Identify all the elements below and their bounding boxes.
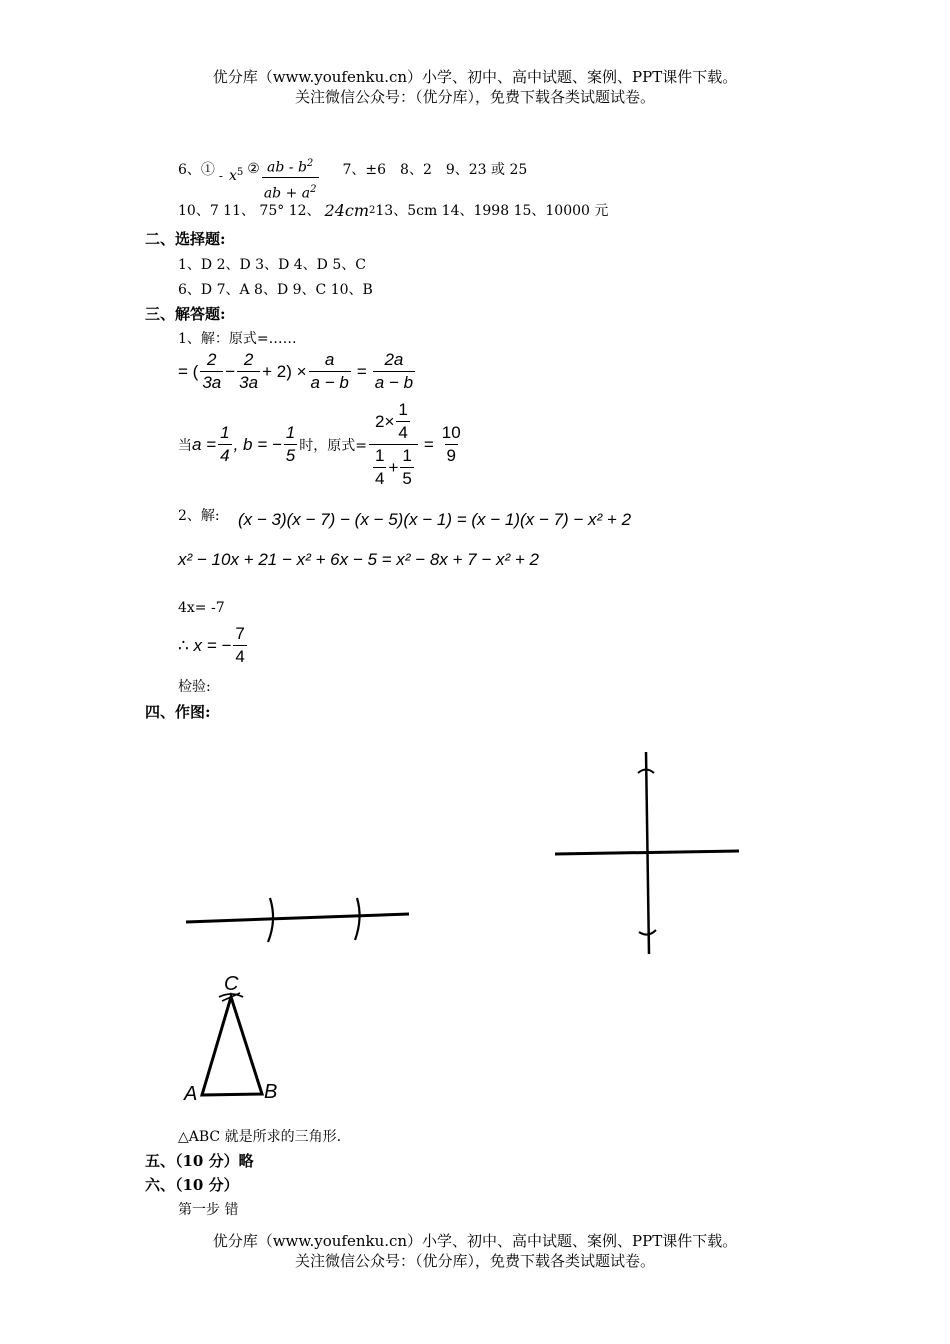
p1-when: 当 [178, 437, 192, 454]
problem-2-check: 检验: [178, 679, 211, 695]
vertical-line [646, 752, 649, 954]
p2-res-num: 7 [235, 624, 245, 643]
q6-fraction-num: ab - b [267, 159, 307, 176]
q10-12: 10、7 11、 75° 12、 [178, 203, 321, 219]
label-c: C [224, 973, 239, 995]
p1-res-eq: = [423, 434, 434, 454]
section-6-title: 六、（10 分） [145, 1176, 239, 1194]
label-a: A [184, 1083, 198, 1105]
q6-sign: - [218, 168, 223, 183]
p1-b-eq: , b = − [233, 434, 282, 454]
p1-a-eq: a = [192, 434, 217, 454]
p1-big-num-fden: 4 [398, 423, 408, 442]
p1-frac-1-den: 3a [202, 373, 222, 392]
p1-b-den: 5 [285, 446, 296, 465]
p1-frac-3-num: a [324, 350, 335, 369]
q6-base: x [228, 167, 237, 184]
p1-minus: − [225, 361, 236, 381]
segment-line [186, 914, 409, 922]
p1-big-num-fnum: 1 [398, 400, 408, 419]
p1-frac-3-den: a − b [310, 373, 349, 392]
q13-15: 13、5cm 14、1998 15、10000 元 [375, 203, 609, 219]
p1-frac-2-num: 2 [243, 350, 254, 369]
p1-eq: = [356, 361, 367, 381]
triangle-abc [202, 993, 262, 1095]
q6-fraction-den: ab + a [263, 185, 311, 202]
p1-frac-4-den: a − b [374, 373, 414, 392]
q12-exp: 2 [369, 204, 376, 216]
section-2-row-2: 6、D 7、A 8、D 9、C 10、B [178, 282, 373, 298]
p1-eq-open: = ( [178, 361, 199, 381]
p1-frac-4-num: 2a [384, 350, 404, 369]
p1-big-den-f1den: 4 [374, 469, 385, 488]
problem-1-intro: 1、解：原式=…… [178, 331, 297, 347]
section-2-title: 二、选择题: [145, 230, 226, 248]
arc-mark-2 [355, 898, 360, 940]
section-5-title: 五、（10 分）略 [145, 1152, 254, 1170]
p1-a-num: 1 [220, 423, 230, 442]
section-2-row-1: 1、D 2、D 3、D 4、D 5、C [178, 257, 366, 273]
p1-b-num: 1 [285, 423, 296, 442]
problem-2-intro: 2、解: [178, 508, 220, 524]
p1-big-num-a: 2× [374, 411, 395, 431]
footer-line-1: 优分库（www.youfenku.cn）小学、初中、高中试题、案例、PPT课件下载。 [212, 1232, 738, 1250]
p1-big-den-f2num: 1 [402, 446, 412, 465]
construction-conclusion: △ABC 就是所求的三角形. [178, 1129, 342, 1145]
p2-res-den: 4 [235, 647, 245, 666]
header-line-1: 优分库（www.youfenku.cn）小学、初中、高中试题、案例、PPT课件下载。 [212, 68, 738, 86]
header-line-2: 关注微信公众号：（优分库），免费下载各类试题试卷。 [294, 88, 655, 106]
footer-line-2: 关注微信公众号：（优分库），免费下载各类试题试卷。 [294, 1252, 655, 1270]
q7-9: 7、±6 8、2 9、23 或 25 [342, 161, 528, 178]
p1-a-den: 4 [220, 446, 230, 465]
segment-with-arcs [186, 898, 409, 942]
p2-therefore: ∴ x = − [178, 635, 232, 655]
p1-big-den-f1num: 1 [374, 446, 385, 465]
p1-frac-1-num: 2 [207, 350, 217, 369]
problem-2-eq-1: (x − 3)(x − 7) − (x − 5)(x − 1) = (x − 1)(x − 7) − x² + 2 [238, 510, 632, 529]
q6-fraction-num-exp: 2 [306, 158, 314, 169]
q6-circle-2: ② [247, 160, 260, 177]
q12-value: 24cm [324, 200, 370, 220]
section-3-title: 三、解答题: [145, 305, 226, 323]
label-b: B [264, 1081, 278, 1103]
p1-big-den-f2den: 5 [402, 469, 412, 488]
section-4-title: 四、作图: [145, 703, 211, 721]
perpendicular-figure [555, 752, 739, 954]
p1-frac-2-den: 3a [239, 373, 259, 392]
problem-2-eq-3: 4x= -7 [178, 600, 225, 616]
q6-exp: 5 [236, 167, 244, 179]
p1-shi: 时，原式= [299, 437, 367, 454]
p1-big-den-plus: + [388, 457, 399, 477]
section-6-line-1: 第一步 错 [178, 1202, 239, 1218]
p1-plus2: + 2) × [262, 361, 307, 381]
p1-res-num: 10 [441, 423, 461, 442]
triangle-shape [202, 997, 262, 1095]
q6-fraction-den-exp: 2 [310, 183, 317, 195]
q6-prefix: 6、① [178, 161, 215, 178]
p1-res-den: 9 [446, 446, 456, 465]
problem-2-eq-2: x² − 10x + 21 − x² + 6x − 5 = x² − 8x + 7 − x² + 2 [178, 550, 539, 569]
